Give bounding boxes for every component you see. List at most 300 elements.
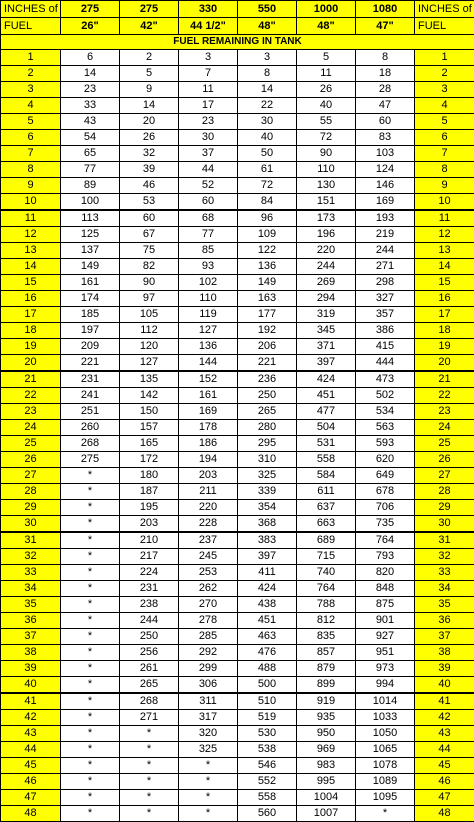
fuel-value-cell: 1078 <box>356 758 415 774</box>
fuel-value-cell: * <box>61 581 120 597</box>
fuel-value-cell: 519 <box>238 710 297 726</box>
fuel-value-cell: * <box>356 806 415 822</box>
inch-label-right: 41 <box>415 693 474 710</box>
fuel-value-cell: 220 <box>179 500 238 516</box>
fuel-value-cell: 488 <box>238 661 297 677</box>
inch-label-right: 5 <box>415 114 474 130</box>
fuel-value-cell: 157 <box>120 420 179 436</box>
inch-label-left: 2 <box>1 66 61 82</box>
fuel-value-cell: 110 <box>297 162 356 178</box>
table-row <box>1 742 474 758</box>
inch-label-right: 14 <box>415 259 474 275</box>
inch-label-right: 36 <box>415 613 474 629</box>
inch-label-left: 9 <box>1 178 61 194</box>
fuel-value-cell: 8 <box>238 66 297 82</box>
inch-label-left: 11 <box>1 210 61 227</box>
fuel-value-cell: 584 <box>297 468 356 484</box>
fuel-value-cell: * <box>61 790 120 806</box>
fuel-value-cell: 444 <box>356 355 415 372</box>
fuel-value-cell: 144 <box>179 355 238 372</box>
fuel-value-cell: 280 <box>238 420 297 436</box>
table-row <box>1 677 474 694</box>
fuel-value-cell: * <box>61 500 120 516</box>
fuel-value-cell: 950 <box>297 726 356 742</box>
fuel-value-cell: 339 <box>238 484 297 500</box>
fuel-value-cell: * <box>179 774 238 790</box>
fuel-value-cell: 899 <box>297 677 356 694</box>
fuel-value-cell: 238 <box>120 597 179 613</box>
fuel-value-cell: 89 <box>61 178 120 194</box>
fuel-value-cell: 72 <box>238 178 297 194</box>
table-row <box>1 404 474 420</box>
left-header-line1: INCHES of <box>1 1 61 18</box>
fuel-value-cell: 60 <box>179 194 238 211</box>
inch-label-left: 45 <box>1 758 61 774</box>
fuel-value-cell: 237 <box>179 532 238 549</box>
header-row-diameter <box>1 18 474 35</box>
inch-label-left: 29 <box>1 500 61 516</box>
fuel-value-cell: 278 <box>179 613 238 629</box>
fuel-value-cell: 995 <box>297 774 356 790</box>
tank-diameter-header: 26" <box>61 18 120 35</box>
inch-label-left: 40 <box>1 677 61 694</box>
fuel-value-cell: 534 <box>356 404 415 420</box>
table-row <box>1 452 474 468</box>
table-row <box>1 758 474 774</box>
tank-capacity-header: 1000 <box>297 1 356 18</box>
fuel-value-cell: 473 <box>356 371 415 388</box>
fuel-value-cell: 136 <box>238 259 297 275</box>
fuel-value-cell: 560 <box>238 806 297 822</box>
fuel-value-cell: 186 <box>179 436 238 452</box>
fuel-value-cell: 311 <box>179 693 238 710</box>
fuel-value-cell: 193 <box>356 210 415 227</box>
fuel-value-cell: 127 <box>179 323 238 339</box>
fuel-value-cell: 113 <box>61 210 120 227</box>
fuel-value-cell: 26 <box>297 82 356 98</box>
table-row <box>1 243 474 259</box>
fuel-value-cell: 96 <box>238 210 297 227</box>
fuel-value-cell: 120 <box>120 339 179 355</box>
fuel-value-cell: 203 <box>120 516 179 533</box>
inch-label-left: 34 <box>1 581 61 597</box>
inch-label-left: 12 <box>1 227 61 243</box>
fuel-value-cell: 18 <box>356 66 415 82</box>
inch-label-left: 30 <box>1 516 61 533</box>
inch-label-right: 37 <box>415 629 474 645</box>
fuel-value-cell: 55 <box>297 114 356 130</box>
fuel-value-cell: 217 <box>120 549 179 565</box>
fuel-value-cell: 620 <box>356 452 415 468</box>
inch-label-right: 6 <box>415 130 474 146</box>
inch-label-left: 10 <box>1 194 61 211</box>
fuel-remaining-banner: FUEL REMAINING IN TANK <box>1 35 474 50</box>
fuel-value-cell: 174 <box>61 291 120 307</box>
fuel-value-cell: 210 <box>120 532 179 549</box>
left-header-line2: FUEL <box>1 18 61 35</box>
inch-label-right: 2 <box>415 66 474 82</box>
tank-diameter-header: 47" <box>356 18 415 35</box>
fuel-value-cell: 1007 <box>297 806 356 822</box>
fuel-value-cell: * <box>61 549 120 565</box>
fuel-value-cell: 85 <box>179 243 238 259</box>
fuel-value-cell: 67 <box>120 227 179 243</box>
fuel-value-cell: 500 <box>238 677 297 694</box>
table-row <box>1 82 474 98</box>
table-row <box>1 162 474 178</box>
fuel-value-cell: * <box>120 742 179 758</box>
inch-label-left: 31 <box>1 532 61 549</box>
inch-label-left: 33 <box>1 565 61 581</box>
fuel-value-cell: 112 <box>120 323 179 339</box>
inch-label-left: 18 <box>1 323 61 339</box>
inch-label-right: 10 <box>415 194 474 211</box>
fuel-value-cell: 611 <box>297 484 356 500</box>
fuel-value-cell: 994 <box>356 677 415 694</box>
fuel-value-cell: * <box>61 758 120 774</box>
fuel-value-cell: 236 <box>238 371 297 388</box>
fuel-value-cell: 835 <box>297 629 356 645</box>
inch-label-right: 1 <box>415 50 474 66</box>
banner-row <box>1 35 474 50</box>
tank-diameter-header: 42" <box>120 18 179 35</box>
table-row <box>1 645 474 661</box>
fuel-value-cell: 438 <box>238 597 297 613</box>
fuel-value-cell: 678 <box>356 484 415 500</box>
fuel-value-cell: 268 <box>61 436 120 452</box>
table-row <box>1 50 474 66</box>
table-row <box>1 388 474 404</box>
inch-label-right: 40 <box>415 677 474 694</box>
fuel-value-cell: 228 <box>179 516 238 533</box>
table-row <box>1 307 474 323</box>
fuel-value-cell: 203 <box>179 468 238 484</box>
fuel-value-cell: 65 <box>61 146 120 162</box>
fuel-value-cell: 150 <box>120 404 179 420</box>
fuel-value-cell: 298 <box>356 275 415 291</box>
inch-label-left: 15 <box>1 275 61 291</box>
inch-label-left: 19 <box>1 339 61 355</box>
inch-label-left: 43 <box>1 726 61 742</box>
inch-label-right: 31 <box>415 532 474 549</box>
fuel-value-cell: 32 <box>120 146 179 162</box>
inch-label-right: 39 <box>415 661 474 677</box>
fuel-value-cell: 397 <box>238 549 297 565</box>
fuel-value-cell: 250 <box>120 629 179 645</box>
fuel-value-cell: 173 <box>297 210 356 227</box>
fuel-value-cell: 1033 <box>356 710 415 726</box>
fuel-value-cell: 294 <box>297 291 356 307</box>
table-row <box>1 693 474 710</box>
fuel-value-cell: 209 <box>61 339 120 355</box>
fuel-value-cell: 231 <box>61 371 120 388</box>
fuel-value-cell: 451 <box>238 613 297 629</box>
fuel-value-cell: 260 <box>61 420 120 436</box>
fuel-value-cell: 5 <box>297 50 356 66</box>
fuel-value-cell: 72 <box>297 130 356 146</box>
fuel-value-cell: 397 <box>297 355 356 372</box>
fuel-value-cell: 504 <box>297 420 356 436</box>
fuel-value-cell: 411 <box>238 565 297 581</box>
fuel-value-cell: 969 <box>297 742 356 758</box>
fuel-value-cell: 689 <box>297 532 356 549</box>
fuel-value-cell: 206 <box>238 339 297 355</box>
table-row <box>1 227 474 243</box>
inch-label-left: 28 <box>1 484 61 500</box>
inch-label-right: 33 <box>415 565 474 581</box>
table-row <box>1 629 474 645</box>
table-row <box>1 98 474 114</box>
fuel-value-cell: 262 <box>179 581 238 597</box>
fuel-value-cell: 546 <box>238 758 297 774</box>
fuel-value-cell: 244 <box>356 243 415 259</box>
table-row <box>1 565 474 581</box>
fuel-value-cell: 265 <box>120 677 179 694</box>
inch-label-left: 48 <box>1 806 61 822</box>
inch-label-right: 25 <box>415 436 474 452</box>
fuel-value-cell: * <box>61 565 120 581</box>
fuel-value-cell: 125 <box>61 227 120 243</box>
fuel-value-cell: 271 <box>356 259 415 275</box>
fuel-value-cell: 368 <box>238 516 297 533</box>
fuel-value-cell: 354 <box>238 500 297 516</box>
fuel-value-cell: * <box>61 516 120 533</box>
fuel-value-cell: 11 <box>297 66 356 82</box>
inch-label-right: 7 <box>415 146 474 162</box>
fuel-value-cell: 105 <box>120 307 179 323</box>
fuel-value-cell: 20 <box>120 114 179 130</box>
inch-label-left: 39 <box>1 661 61 677</box>
fuel-value-cell: * <box>61 661 120 677</box>
fuel-value-cell: 136 <box>179 339 238 355</box>
fuel-value-cell: * <box>61 726 120 742</box>
fuel-value-cell: 637 <box>297 500 356 516</box>
fuel-value-cell: 261 <box>120 661 179 677</box>
fuel-value-cell: 558 <box>297 452 356 468</box>
fuel-value-cell: 7 <box>179 66 238 82</box>
fuel-value-cell: * <box>61 677 120 694</box>
fuel-value-cell: 649 <box>356 468 415 484</box>
fuel-value-cell: 22 <box>238 98 297 114</box>
inch-label-right: 27 <box>415 468 474 484</box>
fuel-value-cell: * <box>179 758 238 774</box>
fuel-value-cell: * <box>61 468 120 484</box>
fuel-value-cell: 93 <box>179 259 238 275</box>
inch-label-right: 26 <box>415 452 474 468</box>
fuel-value-cell: 268 <box>120 693 179 710</box>
inch-label-right: 34 <box>415 581 474 597</box>
inch-label-left: 6 <box>1 130 61 146</box>
fuel-value-cell: 530 <box>238 726 297 742</box>
fuel-value-cell: 124 <box>356 162 415 178</box>
inch-label-right: 43 <box>415 726 474 742</box>
fuel-value-cell: 820 <box>356 565 415 581</box>
fuel-value-cell: 3 <box>179 50 238 66</box>
table-row <box>1 130 474 146</box>
fuel-value-cell: 37 <box>179 146 238 162</box>
fuel-value-cell: 109 <box>238 227 297 243</box>
inch-label-right: 47 <box>415 790 474 806</box>
fuel-value-cell: 26 <box>120 130 179 146</box>
inch-label-left: 16 <box>1 291 61 307</box>
fuel-value-cell: 151 <box>297 194 356 211</box>
table-row <box>1 613 474 629</box>
fuel-value-cell: 40 <box>238 130 297 146</box>
inch-label-right: 48 <box>415 806 474 822</box>
fuel-value-cell: 50 <box>238 146 297 162</box>
fuel-value-cell: 451 <box>297 388 356 404</box>
table-row <box>1 484 474 500</box>
fuel-value-cell: 983 <box>297 758 356 774</box>
fuel-value-cell: 663 <box>297 516 356 533</box>
inch-label-right: 35 <box>415 597 474 613</box>
fuel-value-cell: 244 <box>297 259 356 275</box>
fuel-value-cell: 219 <box>356 227 415 243</box>
fuel-value-cell: 270 <box>179 597 238 613</box>
fuel-value-cell: 510 <box>238 693 297 710</box>
fuel-value-cell: 60 <box>356 114 415 130</box>
inch-label-right: 9 <box>415 178 474 194</box>
fuel-value-cell: 177 <box>238 307 297 323</box>
inch-label-right: 42 <box>415 710 474 726</box>
fuel-value-cell: 122 <box>238 243 297 259</box>
inch-label-left: 7 <box>1 146 61 162</box>
fuel-value-cell: 271 <box>120 710 179 726</box>
fuel-value-cell: 46 <box>120 178 179 194</box>
fuel-value-cell: 256 <box>120 645 179 661</box>
fuel-value-cell: 317 <box>179 710 238 726</box>
fuel-value-cell: 43 <box>61 114 120 130</box>
inch-label-right: 44 <box>415 742 474 758</box>
fuel-value-cell: 857 <box>297 645 356 661</box>
fuel-value-cell: 185 <box>61 307 120 323</box>
inch-label-left: 35 <box>1 597 61 613</box>
fuel-value-cell: 253 <box>179 565 238 581</box>
table-row <box>1 468 474 484</box>
inch-label-left: 5 <box>1 114 61 130</box>
fuel-value-cell: 187 <box>120 484 179 500</box>
fuel-value-cell: 1014 <box>356 693 415 710</box>
fuel-value-cell: 371 <box>297 339 356 355</box>
fuel-value-cell: 477 <box>297 404 356 420</box>
fuel-value-cell: 502 <box>356 388 415 404</box>
inch-label-right: 38 <box>415 645 474 661</box>
table-row <box>1 275 474 291</box>
fuel-value-cell: 163 <box>238 291 297 307</box>
fuel-value-cell: 424 <box>238 581 297 597</box>
table-row <box>1 549 474 565</box>
fuel-value-cell: 23 <box>179 114 238 130</box>
inch-label-right: 30 <box>415 516 474 533</box>
fuel-value-cell: 14 <box>238 82 297 98</box>
fuel-value-cell: 764 <box>297 581 356 597</box>
fuel-value-cell: 194 <box>179 452 238 468</box>
table-row <box>1 500 474 516</box>
tank-capacity-header: 275 <box>120 1 179 18</box>
fuel-value-cell: 9 <box>120 82 179 98</box>
fuel-value-cell: * <box>61 597 120 613</box>
table-row <box>1 790 474 806</box>
table-row <box>1 806 474 822</box>
fuel-value-cell: 848 <box>356 581 415 597</box>
fuel-value-cell: 130 <box>297 178 356 194</box>
fuel-value-cell: 275 <box>61 452 120 468</box>
inch-label-right: 32 <box>415 549 474 565</box>
fuel-value-cell: 165 <box>120 436 179 452</box>
fuel-value-cell: * <box>179 790 238 806</box>
fuel-value-cell: 161 <box>179 388 238 404</box>
inch-label-right: 19 <box>415 339 474 355</box>
inch-label-right: 16 <box>415 291 474 307</box>
inch-label-left: 8 <box>1 162 61 178</box>
fuel-value-cell: 60 <box>120 210 179 227</box>
fuel-value-cell: 220 <box>297 243 356 259</box>
fuel-value-cell: 5 <box>120 66 179 82</box>
fuel-value-cell: 103 <box>356 146 415 162</box>
fuel-value-cell: 3 <box>238 50 297 66</box>
fuel-value-cell: 415 <box>356 339 415 355</box>
tank-diameter-header: 48" <box>297 18 356 35</box>
fuel-value-cell: 17 <box>179 98 238 114</box>
inch-label-right: 45 <box>415 758 474 774</box>
table-row <box>1 178 474 194</box>
inch-label-left: 20 <box>1 355 61 372</box>
fuel-value-cell: 77 <box>179 227 238 243</box>
fuel-value-cell: 935 <box>297 710 356 726</box>
fuel-value-cell: 552 <box>238 774 297 790</box>
inch-label-left: 3 <box>1 82 61 98</box>
inch-label-right: 13 <box>415 243 474 259</box>
fuel-value-cell: 47 <box>356 98 415 114</box>
inch-label-right: 4 <box>415 98 474 114</box>
inch-label-left: 26 <box>1 452 61 468</box>
fuel-value-cell: 23 <box>61 82 120 98</box>
fuel-value-cell: 793 <box>356 549 415 565</box>
inch-label-left: 13 <box>1 243 61 259</box>
inch-label-left: 36 <box>1 613 61 629</box>
inch-label-left: 4 <box>1 98 61 114</box>
fuel-value-cell: 310 <box>238 452 297 468</box>
fuel-value-cell: 180 <box>120 468 179 484</box>
fuel-value-cell: 6 <box>61 50 120 66</box>
table-row <box>1 355 474 372</box>
right-header-line2: FUEL <box>415 18 474 35</box>
inch-label-right: 28 <box>415 484 474 500</box>
fuel-value-cell: 8 <box>356 50 415 66</box>
inch-label-left: 23 <box>1 404 61 420</box>
fuel-value-cell: 28 <box>356 82 415 98</box>
table-row <box>1 516 474 533</box>
fuel-value-cell: 75 <box>120 243 179 259</box>
fuel-value-cell: * <box>120 806 179 822</box>
fuel-value-cell: 83 <box>356 130 415 146</box>
fuel-value-cell: * <box>61 484 120 500</box>
table-row <box>1 210 474 227</box>
fuel-value-cell: 245 <box>179 549 238 565</box>
inch-label-right: 12 <box>415 227 474 243</box>
fuel-value-cell: 593 <box>356 436 415 452</box>
fuel-value-cell: 40 <box>297 98 356 114</box>
inch-label-left: 46 <box>1 774 61 790</box>
fuel-value-cell: 127 <box>120 355 179 372</box>
fuel-value-cell: 735 <box>356 516 415 533</box>
inch-label-right: 20 <box>415 355 474 372</box>
fuel-value-cell: 149 <box>238 275 297 291</box>
fuel-value-cell: 119 <box>179 307 238 323</box>
fuel-value-cell: * <box>61 613 120 629</box>
fuel-value-cell: 195 <box>120 500 179 516</box>
fuel-value-cell: 386 <box>356 323 415 339</box>
